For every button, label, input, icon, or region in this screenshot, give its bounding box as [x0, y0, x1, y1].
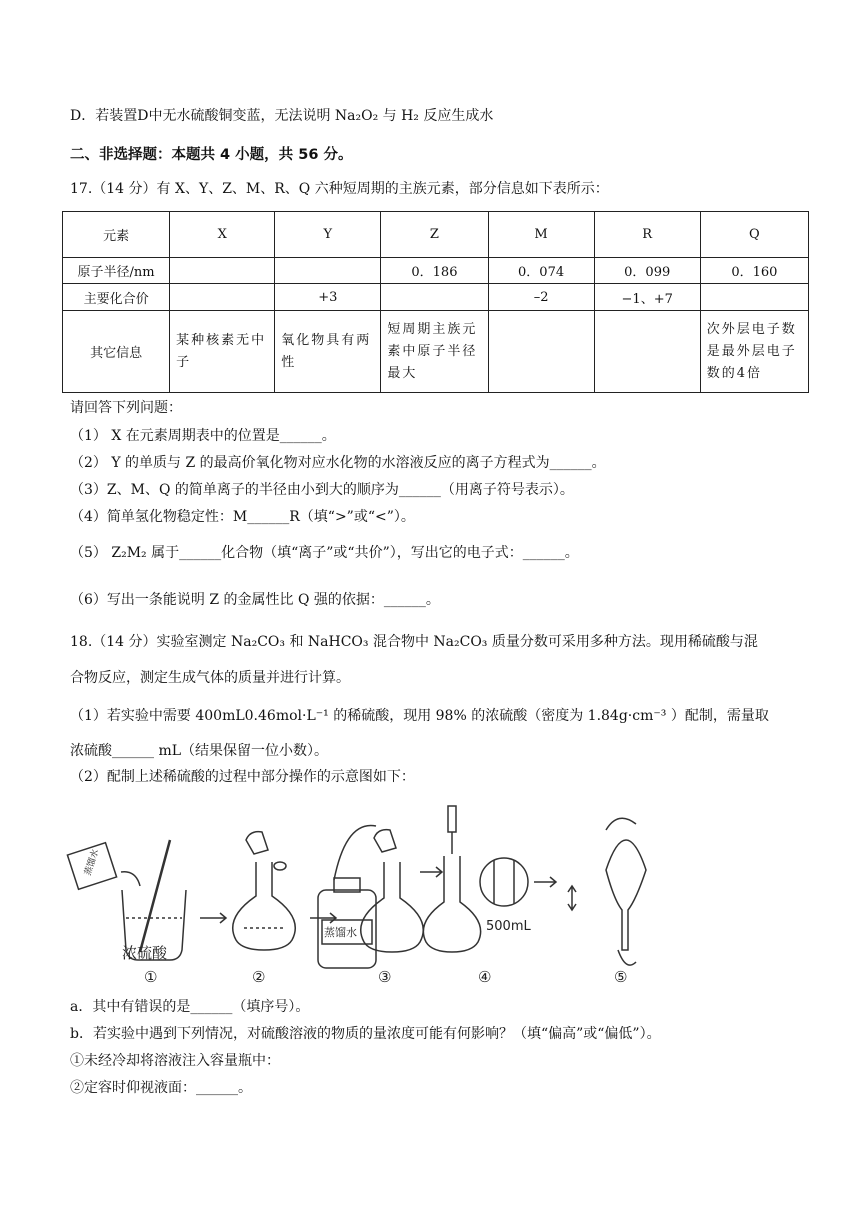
radius-cell: 0．074 [488, 258, 594, 284]
row-header: 原子半径/nm [63, 258, 170, 284]
q17-prompt: 请回答下列问题： [70, 400, 182, 416]
table-row [63, 311, 809, 393]
radius-cell [170, 258, 275, 284]
row-header: 元素 [63, 212, 170, 258]
element-cell: X [170, 212, 275, 258]
step1-pour-figure [67, 840, 186, 960]
q17-sub6: （6）写出一条能说明 Z 的金属性比 Q 强的依据：______。 [70, 592, 440, 608]
q18-item-2: ②定容时仰视液面：______。 [70, 1080, 252, 1096]
element-cell: Y [275, 212, 381, 258]
step2-flask-figure [233, 832, 296, 950]
element-cell: R [594, 212, 700, 258]
element-cell: Z [381, 212, 488, 258]
valence-cell [700, 284, 808, 311]
q18-sub1-a: （1）若实验中需要 400mL0.46mol·L⁻¹ 的稀硫酸，现用 98% 的浓硫酸（密度为 1.84g·cm⁻³ ）配制，需量取 [70, 708, 769, 724]
radius-cell: 0．099 [594, 258, 700, 284]
step3-water-bottle-figure [318, 825, 423, 968]
q18-stem-1: 18.（14 分）实验室测定 Na₂CO₃ 和 NaHCO₃ 混合物中 Na₂CO₃ 质量分数可采用多种方法。现用稀硫酸与混 [70, 634, 758, 650]
radius-cell [275, 258, 381, 284]
q18-sub-b: b．若实验中遇到下列情况，对硫酸溶液的物质的量浓度可能有何影响？（填“偏高”或“偏低”）。 [70, 1026, 661, 1042]
row-header: 主要化合价 [63, 284, 170, 311]
element-info-table [62, 211, 809, 393]
q17-stem: 17.（14 分）有 X、Y、Z、M、R、Q 六种短周期的主族元素，部分信息如下表所示： [70, 181, 609, 197]
step-label: ② [252, 968, 266, 986]
table-row [63, 258, 809, 284]
arrow-icon [420, 867, 442, 877]
option-d: D．若装置D中无水硫酸铜变蓝，无法说明 Na₂O₂ 与 H₂ 反应生成水 [70, 108, 494, 124]
valence-cell: +3 [275, 284, 381, 311]
valence-cell [170, 284, 275, 311]
arrow-icon [310, 913, 336, 923]
element-cell: M [488, 212, 594, 258]
radius-cell: 0．160 [700, 258, 808, 284]
other-info-cell: 某种核素无中子 [170, 311, 275, 393]
q18-sub1-b: 浓硫酸______ mL（结果保留一位小数）。 [70, 743, 329, 759]
volume-label: 500mL [486, 919, 531, 934]
q18-sub-a: a．其中有错误的是______（填序号）。 [70, 999, 310, 1015]
q18-stem-2: 合物反应，测定生成气体的质量并进行计算。 [70, 670, 350, 686]
element-cell: Q [700, 212, 808, 258]
q17-sub3: （3）Z、M、Q 的简单离子的半径由小到大的顺序为______（用离子符号表示）。 [70, 482, 574, 498]
other-info-cell: 氧化物具有两性 [275, 311, 381, 393]
row-header: 其它信息 [63, 311, 170, 393]
step-label: ③ [378, 968, 392, 986]
arrow-icon [200, 913, 226, 923]
q17-sub4: （4）简单氢化物稳定性：M______R（填“>”或“<”）。 [70, 509, 415, 525]
water-label: 蒸馏水 [324, 926, 357, 939]
table-row [63, 284, 809, 311]
q17-sub5: （5） Z₂M₂ 属于______化合物（填“离子”或“共价”），写出它的电子式：______。 [70, 545, 579, 561]
step-label: ④ [478, 968, 492, 986]
valence-cell: –2 [488, 284, 594, 311]
radius-cell: 0．186 [381, 258, 488, 284]
other-info-cell [594, 311, 700, 393]
q18-sub2: （2）配制上述稀硫酸的过程中部分操作的示意图如下： [70, 769, 415, 785]
other-info-cell: 次外层电子数是最外层电子数的4倍 [700, 311, 808, 393]
acid-label: 浓硫酸 [122, 944, 168, 962]
table-row [63, 212, 809, 258]
section-heading: 二、非选择题：本题共 4 小题，共 56 分。 [70, 147, 353, 163]
other-info-cell: 短周期主族元素中原子半径最大 [381, 311, 488, 393]
other-info-cell [488, 311, 594, 393]
q18-item-1: ①未经冷却将溶液注入容量瓶中： [70, 1053, 280, 1069]
valence-cell [381, 284, 488, 311]
q17-sub2: （2） Y 的单质与 Z 的最高价氧化物对应水化物的水溶液反应的离子方程式为______。 [70, 455, 606, 471]
q17-sub1: （1） X 在元素周期表中的位置是______。 [70, 428, 336, 444]
valence-cell: −1、+7 [594, 284, 700, 311]
step-label: ① [144, 968, 158, 986]
step-label: ⑤ [614, 968, 628, 986]
water-label-rotated: 蒸馏水 [83, 848, 102, 877]
step5-invert-flask-figure [568, 818, 646, 965]
procedure-diagram [66, 800, 786, 990]
